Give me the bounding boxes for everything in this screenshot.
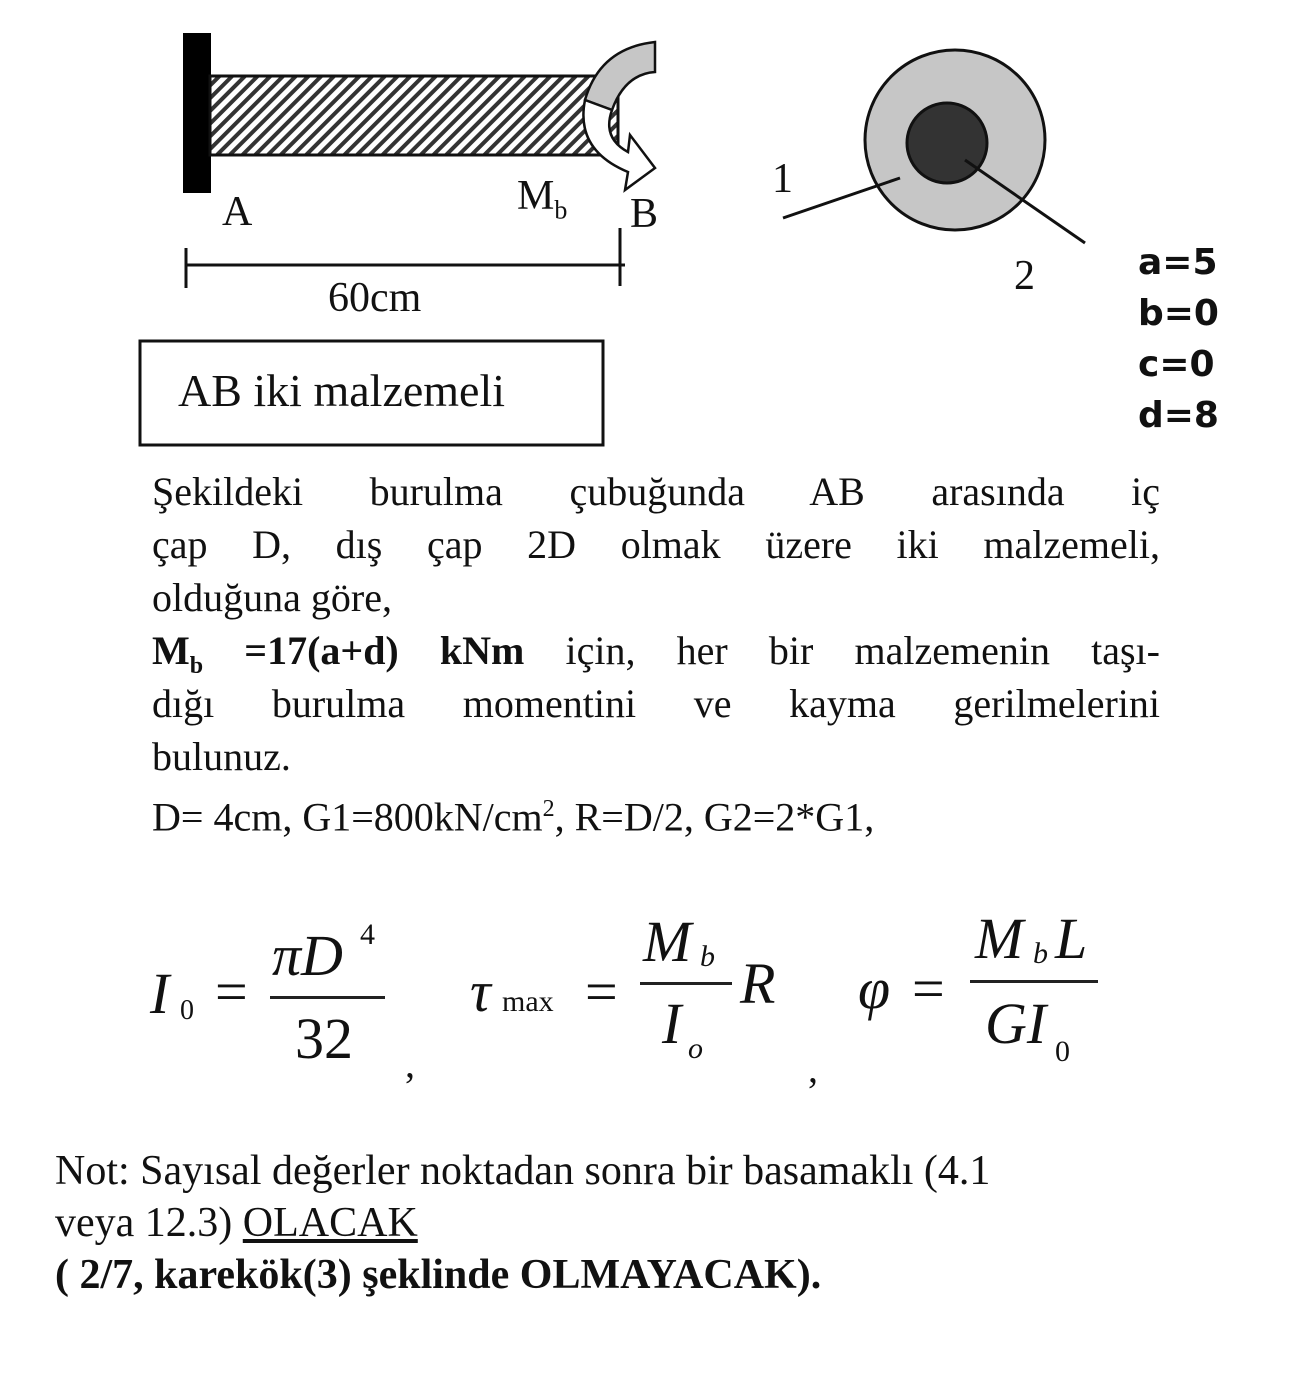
f1-eq: =	[215, 959, 248, 1024]
problem-line-2: çap D, dış çap 2D olmak üzere iki malzemeli,	[152, 522, 1160, 567]
f3-eq: =	[912, 956, 945, 1021]
moment-formula: =17(a+d) kNm	[203, 628, 525, 673]
given-values-b: , R=D/2, G2=2*G1,	[554, 794, 875, 840]
cross-section	[783, 50, 1085, 243]
problem-statement	[152, 465, 1160, 840]
param-d: d=8	[1138, 395, 1219, 436]
param-b: b=0	[1138, 293, 1219, 334]
moment-label	[517, 172, 567, 225]
note-line-2-text: veya 12.3)	[55, 1200, 243, 1246]
label-a: A	[222, 189, 253, 235]
label-b: B	[630, 191, 659, 237]
moment-subscript: b	[554, 195, 568, 225]
f3-num-sub: b	[1033, 937, 1048, 970]
problem-line-4	[152, 624, 1160, 677]
beam-ab	[210, 76, 618, 155]
f1-fraction-bar	[270, 996, 385, 999]
f1-lhs-sub: 0	[180, 995, 194, 1026]
problem-line-3: olduğuna göre,	[152, 575, 392, 620]
note-emphasis: OLACAK	[242, 1200, 418, 1246]
f2-tail: R	[740, 951, 776, 1016]
length-label: 60cm	[328, 275, 422, 321]
f3-den-sub: 0	[1055, 1035, 1070, 1068]
f1-den: 32	[295, 1006, 353, 1071]
problem-line-5: dığı burulma momentini ve kayma gerilmelerini	[152, 681, 1160, 726]
section-label-1: 1	[772, 156, 793, 202]
param-a: a=5	[1138, 242, 1218, 283]
f2-lhs-sub: max	[502, 985, 554, 1018]
f2-num-sub: b	[700, 940, 715, 973]
given-values-a: D= 4cm, G1=800kN/cm	[152, 794, 543, 840]
moment-value	[152, 628, 525, 679]
problem-line-1: Şekildeki burulma çubuğunda AB arasında iç	[152, 469, 1160, 514]
f3-num: M	[975, 906, 1024, 971]
f2-num: M	[643, 909, 692, 974]
f2-lhs: τ	[470, 959, 491, 1024]
note-line-3: ( 2/7, karekök(3) şeklinde OLMAYACAK).	[55, 1252, 822, 1298]
moment-symbol: M	[152, 628, 190, 673]
section-label-2: 2	[1014, 253, 1035, 299]
f2-comma: ,	[808, 1046, 818, 1091]
f2-den: I	[662, 991, 682, 1056]
box-text: AB iki malzemeli	[178, 365, 506, 416]
f3-lhs: φ	[858, 956, 891, 1021]
note-line-1: Not: Sayısal değerler noktadan sonra bir basamaklı (4.1	[55, 1148, 991, 1194]
f3-fraction-bar	[970, 980, 1098, 983]
note	[55, 1145, 990, 1301]
problem-line-6: bulunuz.	[152, 734, 291, 779]
note-line-2	[55, 1197, 990, 1249]
moment-subscript: b	[189, 653, 204, 679]
moment-symbol: M	[517, 173, 555, 219]
f2-den-sub: o	[688, 1032, 703, 1065]
param-c: c=0	[1138, 344, 1215, 385]
f1-num-sup: 4	[360, 918, 375, 951]
f3-num-tail: L	[1055, 906, 1088, 971]
f2-eq: =	[585, 959, 618, 1024]
f1-comma: ,	[405, 1041, 415, 1086]
problem-line-4-rest: için, her bir malzemenin taşı-	[524, 628, 1160, 673]
f3-den: GI	[985, 991, 1047, 1056]
fixed-wall	[183, 33, 211, 193]
f2-fraction-bar	[640, 982, 732, 985]
given-values-sup: 2	[542, 796, 555, 822]
problem-line-7	[152, 783, 1160, 840]
f1-lhs: I	[150, 961, 170, 1026]
f1-num: πD	[272, 923, 343, 988]
